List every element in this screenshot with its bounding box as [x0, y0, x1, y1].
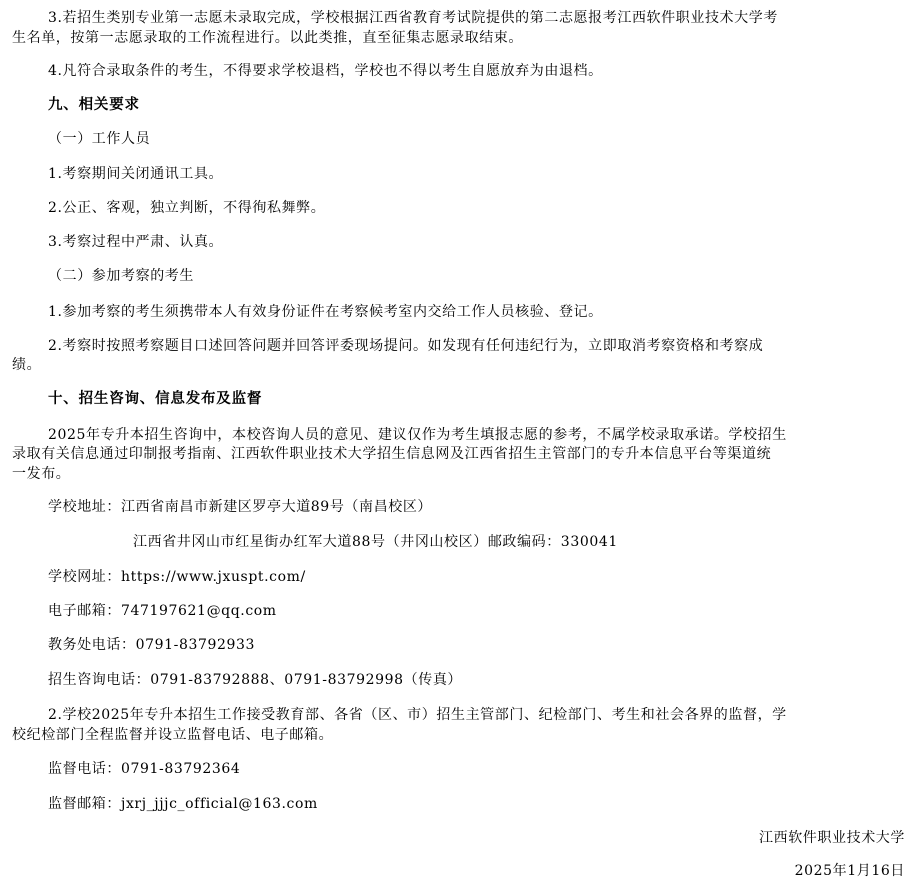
paragraph-line: 2.学校2025年专升本招生工作接受教育部、各省（区、市）招生主管部门、纪检部门、考生和社会各界的监督，学 [48, 707, 787, 723]
school-address-2: 江西省井冈山市红星街办红军大道88号（井冈山校区）邮政编码：330041 [133, 534, 618, 550]
subsection-heading: （二）参加考察的考生 [48, 268, 194, 284]
paragraph-line: 2.考察时按照考察题目口述回答问题并回答评委现场提问。如发现有任何违纪行为，立即取消考察资格和考察成 [48, 338, 764, 354]
list-item: 1.考察期间关闭通讯工具。 [48, 166, 224, 182]
list-item: 3.考察过程中严肃、认真。 [48, 234, 224, 250]
paragraph-line: 生名单，按第一志愿录取的工作流程进行。以此类推，直至征集志愿录取结束。 [12, 30, 523, 46]
subsection-heading: （一）工作人员 [48, 131, 151, 147]
paragraph-line: 2025年专升本招生咨询中，本校咨询人员的意见、建议仅作为考生填报志愿的参考，不属学校录取承诺。学校招生 [48, 427, 787, 443]
school-website: 学校网址：https://www.jxuspt.com/ [48, 569, 306, 585]
signature-date: 2025年1月16日 [794, 863, 905, 879]
paragraph-line: 绩。 [12, 357, 42, 373]
supervision-phone: 监督电话：0791-83792364 [48, 761, 241, 777]
paragraph-line: 一发布。 [12, 466, 71, 482]
section-heading: 九、相关要求 [48, 97, 140, 113]
paragraph-line: 4.凡符合录取条件的考生，不得要求学校退档，学校也不得以考生自愿放弃为由退档。 [48, 63, 603, 79]
section-heading: 十、招生咨询、信息发布及监督 [48, 391, 263, 407]
paragraph-line: 3.若招生类别专业第一志愿未录取完成，学校根据江西省教育考试院提供的第二志愿报考江西软件职业技术大学考 [48, 10, 778, 26]
signature-org: 江西软件职业技术大学 [759, 830, 905, 846]
admission-consult-phone: 招生咨询电话：0791-83792888、0791-83792998（传真） [48, 672, 463, 688]
paragraph-line: 校纪检部门全程监督并设立监督电话、电子邮箱。 [12, 727, 334, 743]
school-email: 电子邮箱：747197621@qq.com [48, 603, 277, 619]
academic-affairs-phone: 教务处电话：0791-83792933 [48, 637, 256, 653]
paragraph-line: 录取有关信息通过印制报考指南、江西软件职业技术大学招生信息网及江西省招生主管部门的专升本信息平台等渠道统 [12, 446, 772, 462]
list-item: 2.公正、客观，独立判断，不得徇私舞弊。 [48, 200, 326, 216]
supervision-email: 监督邮箱：jxrj_jjjc_official@163.com [48, 796, 318, 812]
school-address: 学校地址：江西省南昌市新建区罗亭大道89号（南昌校区） [48, 499, 433, 515]
list-item: 1.参加考察的考生须携带本人有效身份证件在考察候考室内交给工作人员核验、登记。 [48, 304, 603, 320]
